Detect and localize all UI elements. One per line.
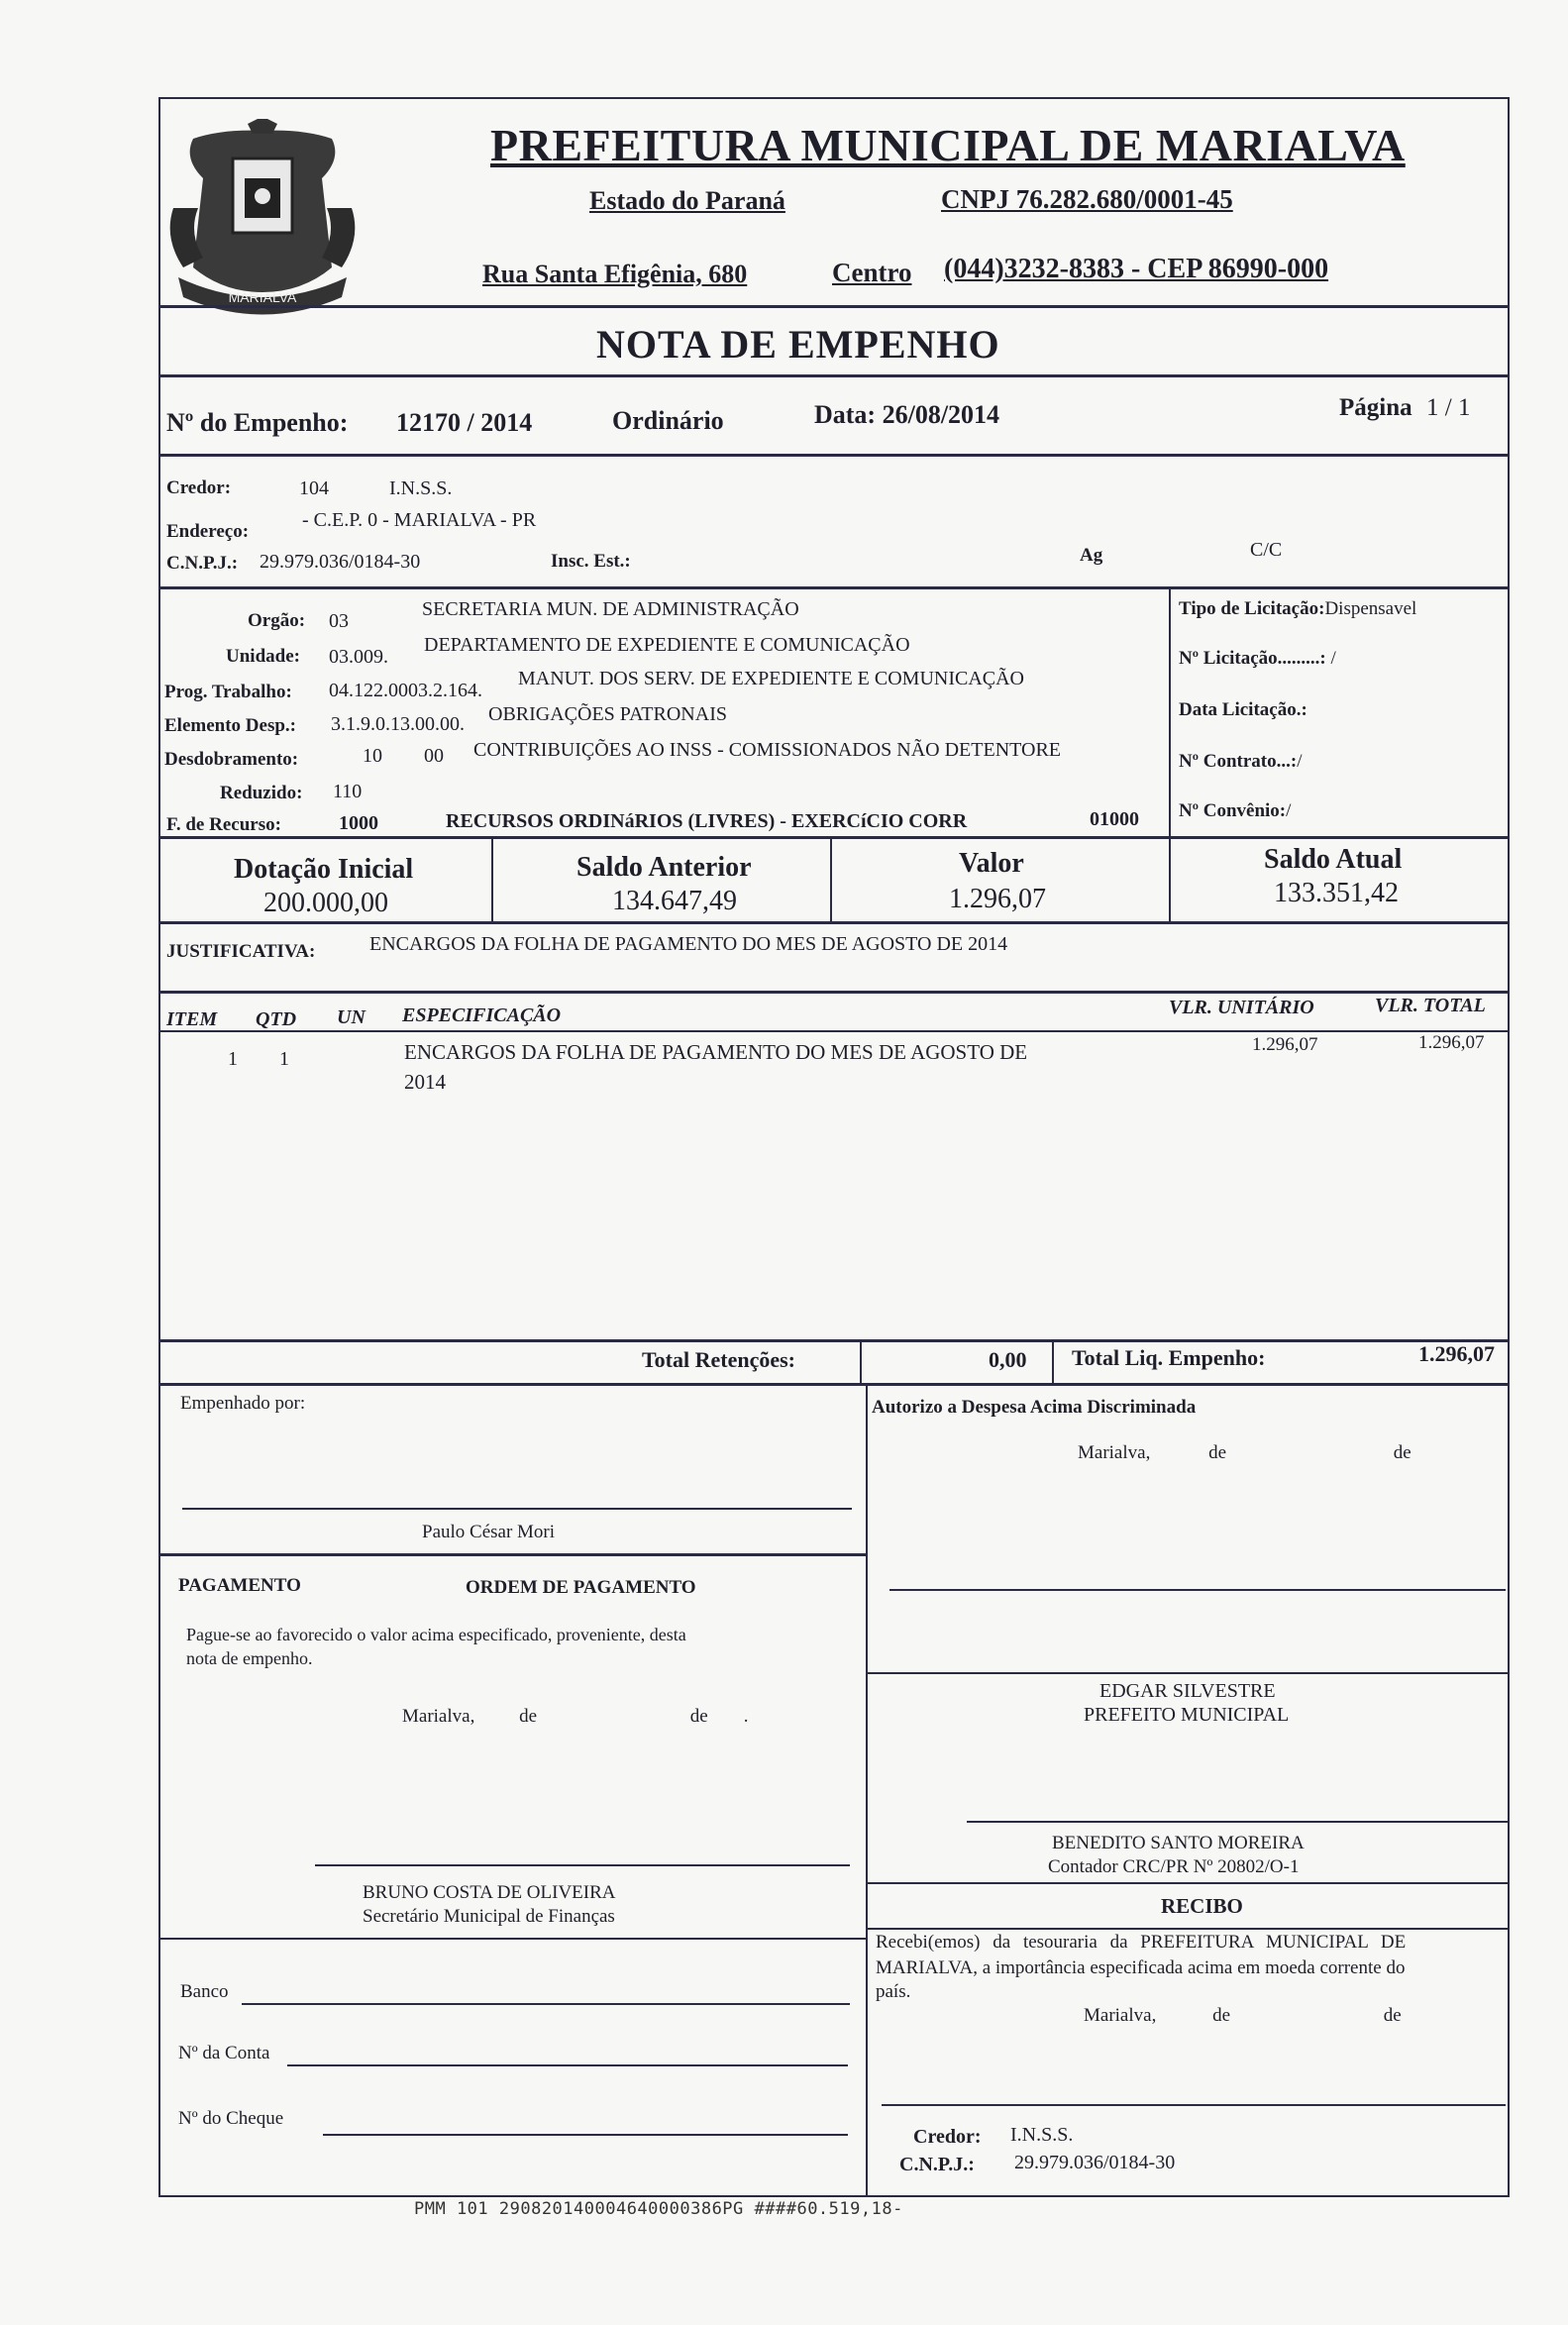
prog-trabalho-code: 04.122.0003.2.164.: [329, 680, 482, 701]
prog-trabalho-desc: MANUT. DOS SERV. DE EXPEDIENTE E COMUNICAÇÃO: [518, 668, 1024, 689]
credor-code: 104: [299, 477, 329, 499]
footer-processing-code: PMM 101 290820140004640000386PG ####60.519,18-: [414, 2199, 903, 2219]
valor-label: Valor: [959, 848, 1024, 879]
secretario-top-line: [315, 1864, 850, 1866]
empenho-number: 12170 / 2014: [396, 408, 533, 437]
orgao-label: Orgão:: [248, 610, 306, 631]
valor-total-header: VLR. TOTAL: [1375, 995, 1486, 1016]
recibo-cnpj-label: C.N.P.J.:: [899, 2154, 975, 2175]
contador-nome: BENEDITO SANTO MOREIRA: [1052, 1833, 1305, 1853]
pague-se-line1: Pague-se ao favorecido o valor acima especificado, proveniente, desta: [186, 1625, 686, 1644]
conta-corrente-label: C/C: [1250, 539, 1283, 561]
cheque-label: Nº do Cheque: [178, 2108, 284, 2129]
item-number: 1: [228, 1048, 238, 1070]
dotacao-inicial-label: Dotação Inicial: [234, 854, 414, 885]
conta-label: Nº da Conta: [178, 2043, 270, 2063]
district-name: Centro: [832, 258, 912, 287]
reduzido-code: 110: [333, 781, 363, 802]
credor-cnpj-label: C.N.P.J.:: [166, 553, 239, 574]
recibo-text-line2: MARIALVA, a importância especificada acima em moeda corrente do: [876, 1957, 1406, 1978]
item-especificacao-line2: 2014: [404, 1070, 446, 1094]
item-header: ITEM: [166, 1008, 218, 1030]
svg-text:MARIALVA: MARIALVA: [228, 289, 297, 305]
prefeito-cargo: PREFEITO MUNICIPAL: [1084, 1704, 1290, 1726]
empenho-type: Ordinário: [612, 406, 724, 435]
item-valor-total: 1.296,07: [1418, 1032, 1485, 1053]
saldo-atual-value: 133.351,42: [1274, 878, 1399, 908]
pagamento-label: PAGAMENTO: [178, 1575, 301, 1596]
empenho-number-label: Nº do Empenho:: [166, 408, 349, 437]
un-header: UN: [337, 1006, 366, 1028]
empenhado-por-label: Empenhado por:: [180, 1393, 306, 1414]
credor-cnpj-value: 29.979.036/0184-30: [260, 551, 421, 573]
total-liquido-label: Total Liq. Empenho:: [1072, 1345, 1266, 1370]
prefeito-nome: EDGAR SILVESTRE: [1099, 1680, 1276, 1702]
dotacao-inicial-value: 200.000,00: [263, 888, 388, 918]
state-name: Estado do Paraná: [589, 186, 785, 215]
street-address: Rua Santa Efigênia, 680: [482, 260, 748, 288]
elemento-desp-code: 3.1.9.0.13.00.00.: [331, 713, 465, 735]
fonte-recurso-code: 1000: [339, 812, 378, 834]
cheque-field[interactable]: [323, 2134, 848, 2136]
contador-cargo: Contador CRC/PR Nº 20802/O-1: [1048, 1856, 1300, 1877]
endereco-label: Endereço:: [166, 521, 250, 542]
unidade-desc: DEPARTAMENTO DE EXPEDIENTE E COMUNICAÇÃO: [424, 634, 910, 656]
autorizo-despesa-label: Autorizo a Despesa Acima Discriminada: [872, 1397, 1197, 1418]
especificacao-header: ESPECIFICAÇÃO: [402, 1004, 562, 1026]
phone-cep: (044)3232-8383 - CEP 86990-000: [944, 254, 1329, 284]
valor-value: 1.296,07: [949, 884, 1046, 914]
orgao-desc: SECRETARIA MUN. DE ADMINISTRAÇÃO: [422, 598, 799, 620]
secretario-cargo: Secretário Municipal de Finanças: [363, 1906, 615, 1927]
fonte-recurso-number: 01000: [1090, 808, 1139, 830]
saldo-anterior-label: Saldo Anterior: [576, 852, 752, 883]
numero-licitacao: Nº Licitação.........: /: [1179, 648, 1336, 669]
recibo-signature-line: [882, 2104, 1506, 2106]
data-licitacao: Data Licitação.:: [1179, 699, 1307, 720]
empenhado-signature-line: [182, 1508, 852, 1510]
recibo-text-line1: Recebi(emos) da tesouraria da PREFEITURA MUNICIPAL DE: [876, 1932, 1407, 1953]
insc-est-label: Insc. Est.:: [551, 551, 631, 572]
item-qtd: 1: [279, 1048, 289, 1070]
desdobramento-code: 10: [363, 745, 382, 767]
page-number: 1 / 1: [1426, 394, 1471, 421]
desdobramento-label: Desdobramento:: [164, 749, 299, 770]
justificativa-text: ENCARGOS DA FOLHA DE PAGAMENTO DO MES DE AGOSTO DE 2014: [369, 933, 1008, 955]
pague-se-line2: nota de empenho.: [186, 1648, 313, 1668]
secretario-nome: BRUNO COSTA DE OLIVEIRA: [363, 1882, 616, 1903]
banco-label: Banco: [180, 1981, 229, 2002]
banco-field[interactable]: [242, 2003, 850, 2005]
orgao-code: 03: [329, 610, 349, 632]
numero-contrato: Nº Contrato...:/: [1179, 751, 1303, 772]
local-data-recibo: Marialva, de de: [1084, 2005, 1402, 2026]
prefeito-top-line: [889, 1589, 1506, 1591]
prefeitura-title: PREFEITURA MUNICIPAL DE MARIALVA: [490, 120, 1406, 170]
total-retencoes-label: Total Retenções:: [642, 1347, 795, 1372]
saldo-atual-label: Saldo Atual: [1264, 844, 1403, 875]
saldo-anterior-value: 134.647,49: [612, 886, 737, 916]
fonte-recurso-label: F. de Recurso:: [166, 814, 281, 835]
recibo-credor-value: I.N.S.S.: [1010, 2124, 1074, 2146]
total-liquido-value: 1.296,07: [1418, 1341, 1495, 1366]
page-label: Página: [1339, 394, 1412, 421]
contador-signature-line: [967, 1821, 1510, 1823]
tipo-licitacao: Tipo de Licitação:Dispensavel: [1179, 598, 1417, 619]
elemento-desp-label: Elemento Desp.:: [164, 715, 296, 736]
recibo-credor-label: Credor:: [913, 2126, 982, 2148]
local-data-pagamento: Marialva, de de .: [402, 1706, 749, 1727]
fonte-recurso-desc: RECURSOS ORDINáRIOS (LIVRES) - EXERCíCIO CORR: [446, 810, 968, 832]
justificativa-label: JUSTIFICATIVA:: [166, 941, 316, 962]
credor-name: I.N.S.S.: [389, 477, 453, 499]
local-data-autorizo: Marialva, de de: [1078, 1442, 1411, 1463]
conta-field[interactable]: [287, 2064, 848, 2066]
qtd-header: QTD: [256, 1008, 297, 1030]
document-title: NOTA DE EMPENHO: [596, 322, 1000, 367]
numero-convenio: Nº Convênio:/: [1179, 800, 1292, 821]
item-especificacao-line1: ENCARGOS DA FOLHA DE PAGAMENTO DO MES DE AGOSTO DE: [404, 1040, 1028, 1064]
empenho-date: Data: 26/08/2014: [814, 400, 1000, 429]
ordem-pagamento-label: ORDEM DE PAGAMENTO: [466, 1577, 696, 1598]
item-valor-unitario: 1.296,07: [1252, 1034, 1318, 1055]
endereco-value: - C.E.P. 0 - MARIALVA - PR: [302, 509, 537, 531]
recibo-text-line3: país.: [876, 1981, 911, 2002]
empenhado-nome: Paulo César Mori: [422, 1522, 556, 1542]
desdobramento-desc: CONTRIBUIÇÕES AO INSS - COMISSIONADOS NÃO DETENTORE: [473, 739, 1061, 761]
unidade-label: Unidade:: [226, 646, 300, 667]
recibo-cnpj-value: 29.979.036/0184-30: [1014, 2152, 1176, 2173]
reduzido-label: Reduzido:: [220, 783, 303, 803]
municipal-coat-of-arms-icon: [163, 119, 362, 322]
elemento-desp-desc: OBRIGAÇÕES PATRONAIS: [488, 703, 727, 725]
valor-unitario-header: VLR. UNITÁRIO: [1169, 997, 1314, 1018]
cnpj-header: CNPJ 76.282.680/0001-45: [941, 184, 1233, 214]
recibo-title: RECIBO: [1161, 1894, 1243, 1918]
desdobramento-sub: 00: [424, 745, 444, 767]
unidade-code: 03.009.: [329, 646, 388, 668]
total-retencoes-value: 0,00: [989, 1347, 1027, 1372]
credor-label: Credor:: [166, 477, 232, 498]
agencia-label: Ag: [1080, 545, 1103, 566]
prog-trabalho-label: Prog. Trabalho:: [164, 682, 292, 702]
